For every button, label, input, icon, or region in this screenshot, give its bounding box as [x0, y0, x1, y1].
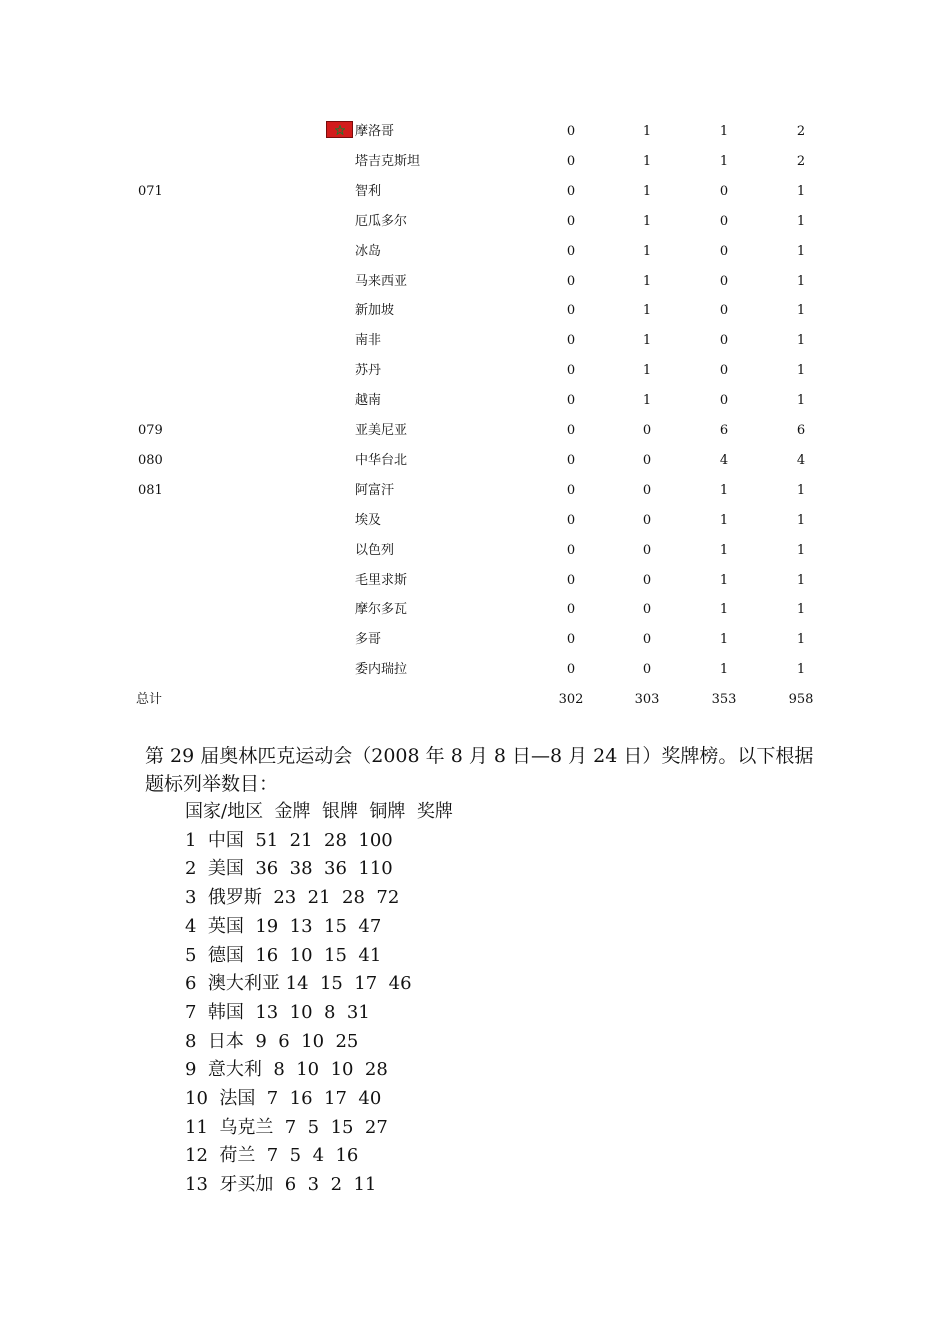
bronze-cell: 1: [719, 602, 729, 618]
total-cell: 1: [796, 512, 806, 528]
list-item: 12 荷兰 7 5 4 16: [185, 1145, 359, 1167]
silver-cell: 1: [642, 124, 652, 139]
table-row: [0, 571, 950, 591]
silver-cell: 1: [642, 333, 652, 349]
country-cell: 厄瓜多尔: [355, 213, 408, 229]
gold-cell: 0: [566, 632, 576, 648]
bronze-cell: 1: [719, 124, 729, 139]
total-cell: 1: [796, 363, 806, 379]
silver-cell: 0: [642, 602, 652, 618]
rank-cell: 071: [138, 183, 163, 199]
total-cell: 1: [796, 243, 806, 259]
country-cell: 摩尔多瓦: [355, 602, 408, 618]
country-cell: 冰岛: [355, 243, 382, 259]
total-bronze: 353: [711, 692, 737, 707]
total-cell: 1: [796, 572, 806, 588]
country-cell: 毛里求斯: [355, 572, 408, 588]
table-row: [0, 301, 950, 321]
bronze-cell: 1: [719, 662, 729, 678]
list-item: 9 意大利 8 10 10 28: [185, 1059, 388, 1081]
total-cell: 1: [796, 183, 806, 199]
silver-cell: 0: [642, 482, 652, 498]
table-row: [0, 361, 950, 381]
gold-cell: 0: [566, 482, 576, 498]
table-row: [0, 152, 950, 172]
silver-cell: 1: [642, 363, 652, 379]
gold-cell: 0: [566, 542, 576, 558]
bronze-cell: 0: [719, 393, 729, 409]
table-row: [0, 272, 950, 292]
table-row: [0, 481, 950, 501]
total-cell: 1: [796, 482, 806, 498]
total-cell: 1: [796, 602, 806, 618]
table-row: [0, 630, 950, 650]
silver-cell: 0: [642, 662, 652, 678]
country-cell: 智利: [355, 183, 382, 199]
total-label: 总计: [136, 692, 163, 707]
total-count: 958: [788, 692, 814, 707]
bronze-cell: 0: [719, 333, 729, 349]
list-item: 13 牙买加 6 3 2 11: [185, 1174, 377, 1196]
table-row: [0, 660, 950, 680]
table-row: [0, 182, 950, 202]
gold-cell: 0: [566, 423, 576, 438]
bronze-cell: 0: [719, 363, 729, 379]
gold-cell: 0: [566, 452, 576, 468]
country-cell: 多哥: [355, 632, 382, 648]
total-cell: 1: [796, 662, 806, 678]
bronze-cell: 1: [719, 542, 729, 558]
country-cell: 亚美尼亚: [355, 423, 408, 438]
table-row: [0, 600, 950, 620]
table-row: [0, 511, 950, 531]
gold-cell: 0: [566, 333, 576, 349]
total-cell: 1: [796, 393, 806, 409]
total-gold: 302: [558, 692, 584, 707]
silver-cell: 1: [642, 393, 652, 409]
gold-cell: 0: [566, 512, 576, 528]
list-item: 7 韩国 13 10 8 31: [185, 1001, 370, 1023]
country-cell: 越南: [355, 393, 382, 409]
silver-cell: 1: [642, 303, 652, 319]
total-cell: 1: [796, 542, 806, 558]
list-item: 2 美国 36 38 36 110: [185, 858, 393, 880]
country-cell: 南非: [355, 333, 382, 349]
silver-cell: 0: [642, 632, 652, 648]
gold-cell: 0: [566, 572, 576, 588]
silver-cell: 1: [642, 243, 652, 259]
table-row: [0, 541, 950, 561]
rank-cell: 080: [138, 452, 163, 468]
country-cell: 委内瑞拉: [355, 662, 408, 678]
table-row: [0, 122, 950, 142]
gold-cell: 0: [566, 393, 576, 409]
bronze-cell: 1: [719, 632, 729, 648]
silver-cell: 0: [642, 542, 652, 558]
gold-cell: 0: [566, 363, 576, 379]
bronze-cell: 1: [719, 153, 729, 169]
gold-cell: 0: [566, 273, 576, 289]
list-header: 国家/地区 金牌 银牌 铜牌 奖牌: [185, 801, 453, 822]
rank-cell: 081: [138, 482, 163, 498]
bronze-cell: 1: [719, 512, 729, 528]
table-row: [0, 451, 950, 471]
total-cell: 2: [796, 153, 806, 169]
silver-cell: 0: [642, 512, 652, 528]
table-row: [0, 421, 950, 441]
table-row: [0, 212, 950, 232]
silver-cell: 0: [642, 572, 652, 588]
gold-cell: 0: [566, 183, 576, 199]
gold-cell: 0: [566, 303, 576, 319]
total-cell: 1: [796, 333, 806, 349]
gold-cell: 0: [566, 243, 576, 259]
list-item: 10 法国 7 16 17 40: [185, 1088, 382, 1109]
list-item: 11 乌克兰 7 5 15 27: [185, 1116, 388, 1138]
list-item: 4 英国 19 13 15 47: [185, 915, 382, 937]
country-cell: 塔吉克斯坦: [355, 153, 421, 169]
total-cell: 4: [796, 452, 806, 468]
table-row: [0, 391, 950, 411]
country-cell: 马来西亚: [355, 273, 408, 289]
gold-cell: 0: [566, 153, 576, 169]
gold-cell: 0: [566, 662, 576, 678]
total-cell: 1: [796, 632, 806, 648]
total-cell: 2: [796, 124, 806, 139]
country-cell: 苏丹: [355, 363, 382, 379]
country-cell: 阿富汗: [355, 482, 395, 498]
table-row: [0, 242, 950, 262]
gold-cell: 0: [566, 213, 576, 229]
table-row: [0, 331, 950, 351]
rank-cell: 079: [138, 423, 163, 438]
list-item: 8 日本 9 6 10 25: [185, 1030, 359, 1052]
country-cell: 中华台北: [355, 452, 408, 468]
bronze-cell: 0: [719, 243, 729, 259]
country-cell: 以色列: [355, 542, 395, 558]
bronze-cell: 0: [719, 213, 729, 229]
total-cell: 6: [796, 423, 806, 438]
list-item: 3 俄罗斯 23 21 28 72: [185, 887, 400, 909]
list-item: 1 中国 51 21 28 100: [185, 829, 393, 851]
bronze-cell: 4: [719, 452, 729, 468]
bronze-cell: 0: [719, 273, 729, 289]
country-cell: 摩洛哥: [355, 124, 395, 139]
bronze-cell: 6: [719, 423, 729, 438]
silver-cell: 1: [642, 183, 652, 199]
silver-cell: 0: [642, 452, 652, 468]
bronze-cell: 1: [719, 482, 729, 498]
total-cell: 1: [796, 303, 806, 319]
total-row: [0, 690, 950, 710]
total-cell: 1: [796, 273, 806, 289]
silver-cell: 0: [642, 423, 652, 438]
intro-paragraph: 第 29 届奥林匹克运动会（2008 年 8 月 8 日—8 月 24 日）奖牌榜。以下根据题标列举数目：: [145, 745, 814, 795]
bronze-cell: 0: [719, 303, 729, 319]
country-cell: 新加坡: [355, 303, 395, 319]
list-item: 6 澳大利亚 14 15 17 46: [185, 973, 412, 995]
list-item: 5 德国 16 10 15 41: [185, 944, 382, 966]
gold-cell: 0: [566, 602, 576, 618]
silver-cell: 1: [642, 273, 652, 289]
silver-cell: 1: [642, 153, 652, 169]
total-cell: 1: [796, 213, 806, 229]
bronze-cell: 0: [719, 183, 729, 199]
silver-cell: 1: [642, 213, 652, 229]
bronze-cell: 1: [719, 572, 729, 588]
gold-cell: 0: [566, 124, 576, 139]
country-cell: 埃及: [355, 512, 382, 528]
total-silver: 303: [634, 692, 660, 707]
